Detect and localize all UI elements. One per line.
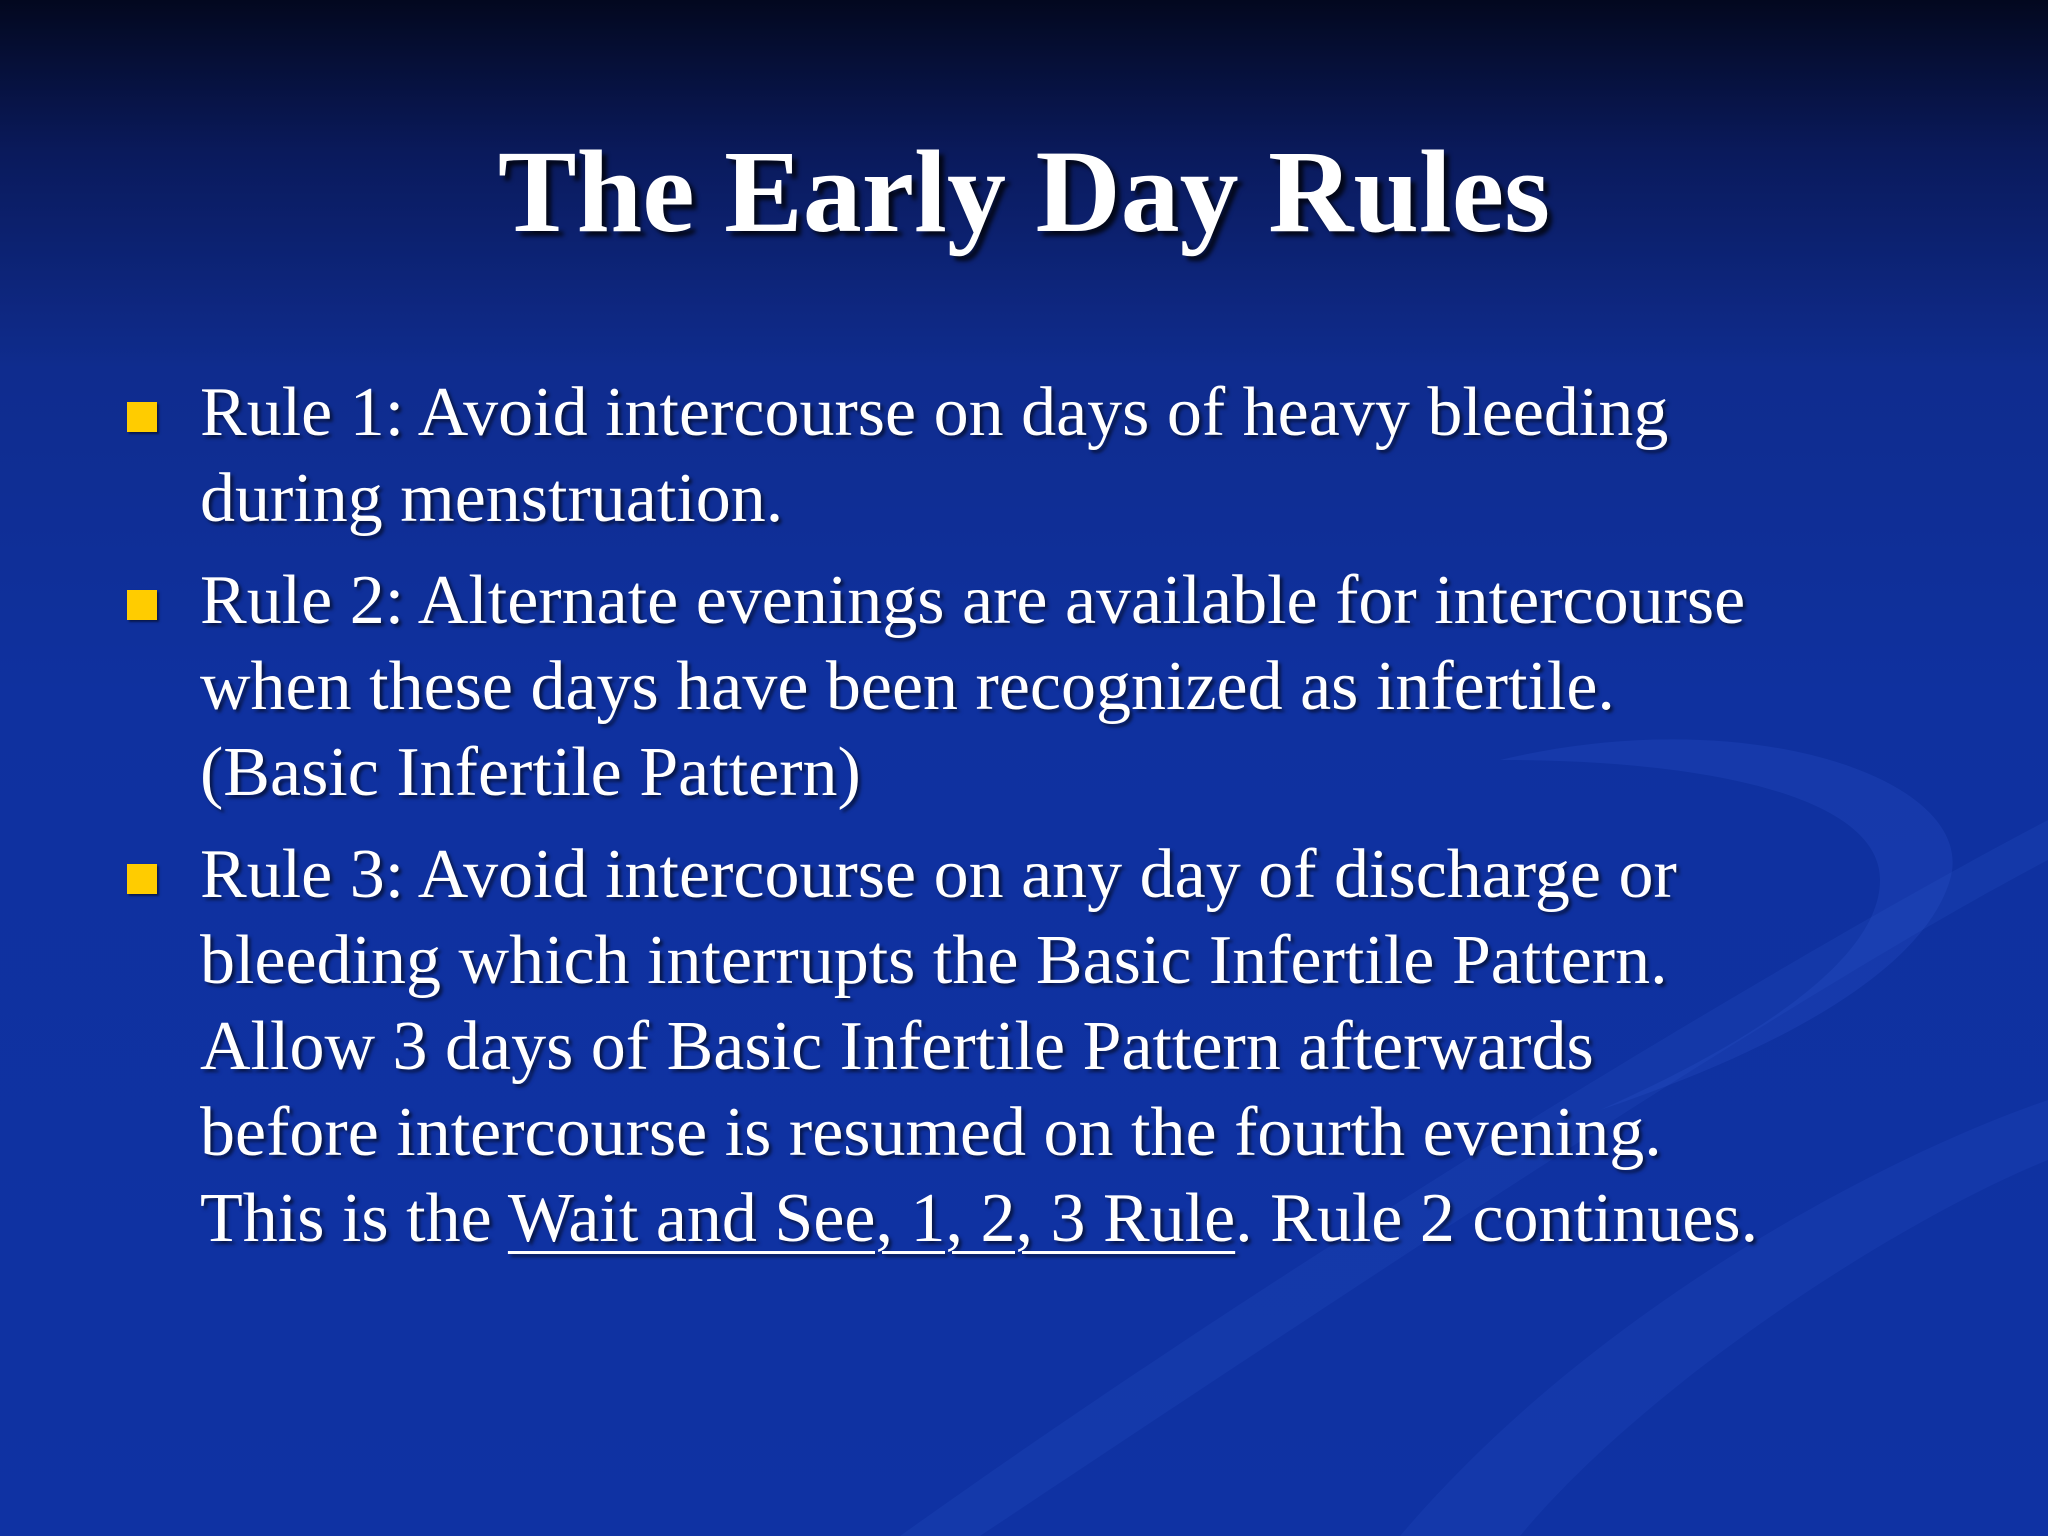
bullet-line: Rule 3: Avoid intercourse on any day of discharge or — [200, 836, 1677, 913]
square-bullet-icon — [127, 402, 157, 432]
bullet-line: Rule 2: Alternate evenings are available for intercourse — [200, 562, 1746, 639]
bullet-line: Allow 3 days of Basic Infertile Pattern afterwards — [200, 1008, 1594, 1085]
underlined-rule-name: Wait and See, 1, 2, 3 Rule — [507, 1180, 1236, 1257]
bullet-line-last — [200, 1176, 1920, 1262]
text-fragment: . Rule 2 continues. — [1235, 1180, 1759, 1257]
square-bullet-icon — [127, 864, 157, 894]
bullet-line: when these days have been recognized as infertile. — [200, 648, 1615, 725]
bullet-line: during menstruation. — [200, 460, 784, 537]
bullet-list — [0, 370, 1920, 1278]
text-fragment: This is the — [200, 1180, 508, 1257]
bullet-rule-2 — [0, 558, 1920, 816]
square-bullet-icon — [127, 590, 157, 620]
bullet-line: before intercourse is resumed on the fourth evening. — [200, 1094, 1662, 1171]
bullet-rule-3 — [0, 832, 1920, 1262]
bullet-line: Rule 1: Avoid intercourse on days of heavy bleeding — [200, 374, 1669, 451]
bullet-line: bleeding which interrupts the Basic Infertile Pattern. — [200, 922, 1668, 999]
slide-title: The Early Day Rules — [497, 126, 1551, 257]
bullet-rule-1 — [0, 370, 1920, 542]
bullet-line: (Basic Infertile Pattern) — [200, 734, 861, 811]
